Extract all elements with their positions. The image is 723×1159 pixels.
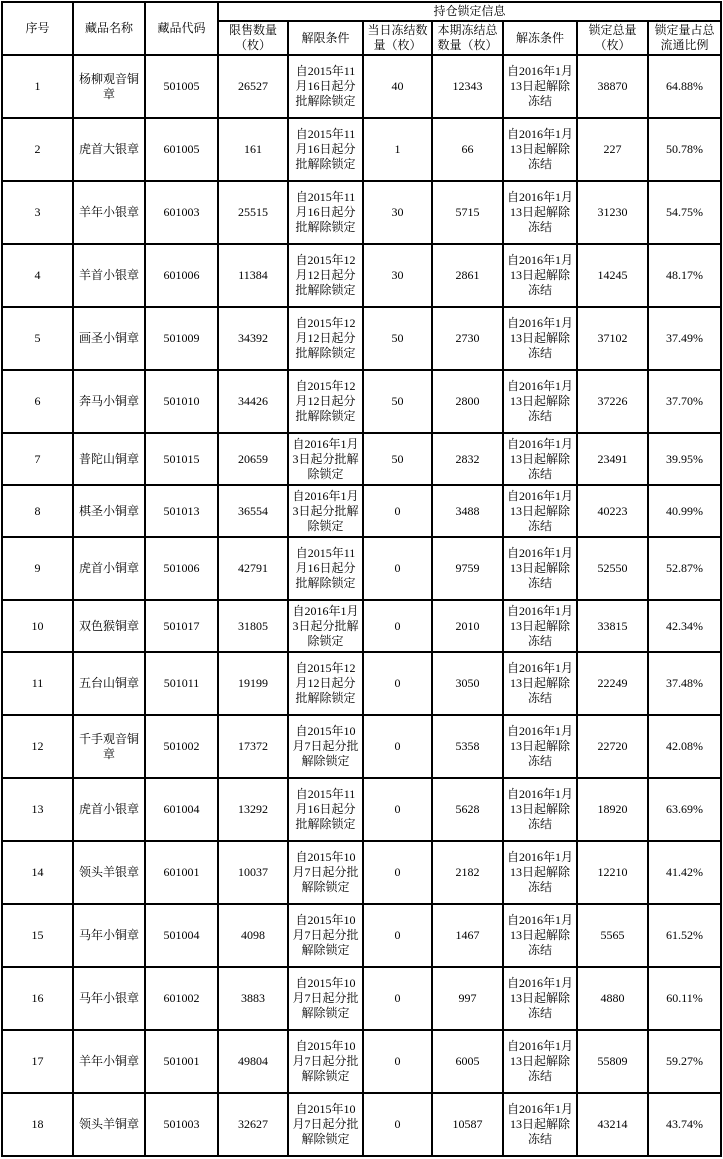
cell-unfreeze-condition: 自2016年1月13日起解除冻结	[503, 537, 577, 600]
cell-unfreeze-condition: 自2016年1月13日起解除冻结	[503, 485, 577, 537]
cell-period-frozen-total: 3488	[432, 485, 503, 537]
table-row	[2, 841, 721, 904]
cell-unlock-condition: 自2015年12月12日起分批解除锁定	[288, 244, 363, 307]
col-header-item-code: 藏品代码	[145, 2, 218, 55]
group-header-position-lock-info: 持仓锁定信息	[218, 2, 721, 21]
cell-serial: 11	[2, 652, 73, 715]
cell-unfreeze-condition: 自2016年1月13日起解除冻结	[503, 55, 577, 118]
cell-period-frozen-total: 5715	[432, 181, 503, 244]
cell-serial: 16	[2, 967, 73, 1030]
cell-unlock-condition: 自2015年11月16日起分批解除锁定	[288, 118, 363, 181]
cell-locked-total: 5565	[577, 904, 648, 967]
cell-item-name: 虎首大银章	[73, 118, 145, 181]
cell-unlock-condition: 自2015年12月12日起分批解除锁定	[288, 370, 363, 433]
table-row	[2, 652, 721, 715]
cell-item-name: 五台山铜章	[73, 652, 145, 715]
table-row	[2, 537, 721, 600]
cell-serial: 9	[2, 537, 73, 600]
cell-unlock-condition: 自2015年11月16日起分批解除锁定	[288, 55, 363, 118]
cell-unfreeze-condition: 自2016年1月13日起解除冻结	[503, 118, 577, 181]
cell-locked-ratio: 50.78%	[648, 118, 721, 181]
cell-locked-ratio: 61.52%	[648, 904, 721, 967]
cell-item-code: 601002	[145, 967, 218, 1030]
cell-period-frozen-total: 2861	[432, 244, 503, 307]
cell-restricted-qty: 19199	[218, 652, 288, 715]
cell-locked-ratio: 42.08%	[648, 715, 721, 778]
cell-restricted-qty: 49804	[218, 1030, 288, 1093]
cell-item-name: 千手观音铜章	[73, 715, 145, 778]
col-header-daily-frozen-qty: 当日冻结数量（枚）	[363, 21, 432, 55]
cell-restricted-qty: 26527	[218, 55, 288, 118]
table-row	[2, 485, 721, 537]
cell-unlock-condition: 自2015年10月7日起分批解除锁定	[288, 1030, 363, 1093]
cell-restricted-qty: 10037	[218, 841, 288, 904]
cell-unfreeze-condition: 自2016年1月13日起解除冻结	[503, 715, 577, 778]
cell-restricted-qty: 13292	[218, 778, 288, 841]
cell-period-frozen-total: 2800	[432, 370, 503, 433]
cell-locked-total: 22249	[577, 652, 648, 715]
cell-unlock-condition: 自2015年10月7日起分批解除锁定	[288, 967, 363, 1030]
cell-period-frozen-total: 2182	[432, 841, 503, 904]
cell-locked-total: 43214	[577, 1093, 648, 1156]
cell-serial: 17	[2, 1030, 73, 1093]
cell-daily-frozen-qty: 0	[363, 1093, 432, 1156]
cell-item-code: 601006	[145, 244, 218, 307]
table-header	[2, 2, 721, 55]
cell-locked-ratio: 60.11%	[648, 967, 721, 1030]
cell-period-frozen-total: 2010	[432, 600, 503, 652]
cell-item-code: 501011	[145, 652, 218, 715]
cell-restricted-qty: 34392	[218, 307, 288, 370]
cell-unlock-condition: 自2016年1月3日起分批解除锁定	[288, 433, 363, 485]
table-row	[2, 1030, 721, 1093]
cell-item-name: 领头羊铜章	[73, 1093, 145, 1156]
cell-item-name: 虎首小铜章	[73, 537, 145, 600]
cell-unlock-condition: 自2015年12月12日起分批解除锁定	[288, 307, 363, 370]
cell-locked-ratio: 39.95%	[648, 433, 721, 485]
cell-serial: 6	[2, 370, 73, 433]
cell-serial: 14	[2, 841, 73, 904]
cell-serial: 10	[2, 600, 73, 652]
table-row	[2, 715, 721, 778]
cell-locked-ratio: 54.75%	[648, 181, 721, 244]
cell-serial: 3	[2, 181, 73, 244]
cell-restricted-qty: 36554	[218, 485, 288, 537]
cell-daily-frozen-qty: 1	[363, 118, 432, 181]
cell-daily-frozen-qty: 50	[363, 370, 432, 433]
cell-locked-total: 55809	[577, 1030, 648, 1093]
cell-locked-total: 22720	[577, 715, 648, 778]
cell-daily-frozen-qty: 30	[363, 181, 432, 244]
cell-locked-total: 4880	[577, 967, 648, 1030]
cell-locked-ratio: 37.70%	[648, 370, 721, 433]
col-header-locked-total: 锁定总量（枚）	[577, 21, 648, 55]
table-row	[2, 244, 721, 307]
cell-unlock-condition: 自2015年10月7日起分批解除锁定	[288, 715, 363, 778]
cell-unfreeze-condition: 自2016年1月13日起解除冻结	[503, 1093, 577, 1156]
cell-unlock-condition: 自2015年10月7日起分批解除锁定	[288, 841, 363, 904]
cell-unlock-condition: 自2015年12月12日起分批解除锁定	[288, 652, 363, 715]
cell-daily-frozen-qty: 50	[363, 307, 432, 370]
col-header-restricted-qty: 限售数量（枚）	[218, 21, 288, 55]
cell-item-code: 501006	[145, 537, 218, 600]
col-header-item-name: 藏品名称	[73, 2, 145, 55]
cell-serial: 13	[2, 778, 73, 841]
cell-period-frozen-total: 997	[432, 967, 503, 1030]
cell-period-frozen-total: 6005	[432, 1030, 503, 1093]
cell-unfreeze-condition: 自2016年1月13日起解除冻结	[503, 600, 577, 652]
cell-daily-frozen-qty: 0	[363, 715, 432, 778]
table-body	[2, 55, 721, 1156]
cell-unfreeze-condition: 自2016年1月13日起解除冻结	[503, 181, 577, 244]
cell-item-name: 羊年小铜章	[73, 1030, 145, 1093]
cell-restricted-qty: 11384	[218, 244, 288, 307]
cell-serial: 8	[2, 485, 73, 537]
cell-unfreeze-condition: 自2016年1月13日起解除冻结	[503, 967, 577, 1030]
cell-serial: 2	[2, 118, 73, 181]
cell-period-frozen-total: 10587	[432, 1093, 503, 1156]
table-row	[2, 55, 721, 118]
cell-item-name: 马年小银章	[73, 967, 145, 1030]
table-row	[2, 967, 721, 1030]
cell-item-code: 501013	[145, 485, 218, 537]
cell-item-name: 虎首小银章	[73, 778, 145, 841]
cell-item-name: 画圣小铜章	[73, 307, 145, 370]
table-row	[2, 370, 721, 433]
cell-locked-ratio: 52.87%	[648, 537, 721, 600]
cell-period-frozen-total: 12343	[432, 55, 503, 118]
cell-period-frozen-total: 1467	[432, 904, 503, 967]
cell-period-frozen-total: 5358	[432, 715, 503, 778]
cell-locked-ratio: 42.34%	[648, 600, 721, 652]
cell-restricted-qty: 42791	[218, 537, 288, 600]
cell-item-name: 棋圣小铜章	[73, 485, 145, 537]
cell-unlock-condition: 自2015年11月16日起分批解除锁定	[288, 537, 363, 600]
table-group-header-row	[2, 2, 721, 21]
cell-period-frozen-total: 5628	[432, 778, 503, 841]
col-header-unfreeze-condition: 解冻条件	[503, 21, 577, 55]
cell-daily-frozen-qty: 0	[363, 904, 432, 967]
cell-serial: 15	[2, 904, 73, 967]
cell-locked-total: 12210	[577, 841, 648, 904]
cell-unlock-condition: 自2015年11月16日起分批解除锁定	[288, 181, 363, 244]
cell-item-code: 501003	[145, 1093, 218, 1156]
position-lock-table	[1, 1, 722, 1157]
cell-daily-frozen-qty: 0	[363, 600, 432, 652]
cell-item-code: 601004	[145, 778, 218, 841]
cell-restricted-qty: 20659	[218, 433, 288, 485]
cell-serial: 1	[2, 55, 73, 118]
cell-item-name: 奔马小铜章	[73, 370, 145, 433]
table-row	[2, 600, 721, 652]
cell-daily-frozen-qty: 30	[363, 244, 432, 307]
cell-item-name: 杨柳观音铜章	[73, 55, 145, 118]
cell-item-code: 501009	[145, 307, 218, 370]
cell-unlock-condition: 自2015年10月7日起分批解除锁定	[288, 904, 363, 967]
cell-daily-frozen-qty: 50	[363, 433, 432, 485]
cell-restricted-qty: 25515	[218, 181, 288, 244]
cell-unfreeze-condition: 自2016年1月13日起解除冻结	[503, 1030, 577, 1093]
cell-locked-ratio: 40.99%	[648, 485, 721, 537]
cell-locked-total: 31230	[577, 181, 648, 244]
cell-unfreeze-condition: 自2016年1月13日起解除冻结	[503, 778, 577, 841]
cell-item-name: 双色猴铜章	[73, 600, 145, 652]
cell-item-code: 501004	[145, 904, 218, 967]
cell-item-code: 601001	[145, 841, 218, 904]
cell-item-code: 501017	[145, 600, 218, 652]
col-header-locked-ratio: 锁定量占总流通比例	[648, 21, 721, 55]
cell-unfreeze-condition: 自2016年1月13日起解除冻结	[503, 904, 577, 967]
cell-restricted-qty: 161	[218, 118, 288, 181]
table-row	[2, 778, 721, 841]
cell-item-name: 领头羊银章	[73, 841, 145, 904]
cell-locked-ratio: 37.48%	[648, 652, 721, 715]
cell-daily-frozen-qty: 0	[363, 485, 432, 537]
cell-daily-frozen-qty: 0	[363, 967, 432, 1030]
cell-serial: 18	[2, 1093, 73, 1156]
cell-daily-frozen-qty: 0	[363, 537, 432, 600]
cell-unlock-condition: 自2015年11月16日起分批解除锁定	[288, 778, 363, 841]
cell-locked-total: 37226	[577, 370, 648, 433]
cell-daily-frozen-qty: 40	[363, 55, 432, 118]
table-row	[2, 433, 721, 485]
cell-locked-ratio: 41.42%	[648, 841, 721, 904]
table-row	[2, 118, 721, 181]
cell-unfreeze-condition: 自2016年1月13日起解除冻结	[503, 370, 577, 433]
cell-locked-total: 18920	[577, 778, 648, 841]
cell-unfreeze-condition: 自2016年1月13日起解除冻结	[503, 307, 577, 370]
cell-item-code: 501005	[145, 55, 218, 118]
cell-restricted-qty: 32627	[218, 1093, 288, 1156]
cell-unfreeze-condition: 自2016年1月13日起解除冻结	[503, 841, 577, 904]
cell-unlock-condition: 自2015年10月7日起分批解除锁定	[288, 1093, 363, 1156]
cell-locked-total: 14245	[577, 244, 648, 307]
col-header-unlock-condition: 解限条件	[288, 21, 363, 55]
cell-restricted-qty: 3883	[218, 967, 288, 1030]
cell-item-code: 601003	[145, 181, 218, 244]
table-row	[2, 181, 721, 244]
cell-item-code: 501015	[145, 433, 218, 485]
cell-daily-frozen-qty: 0	[363, 778, 432, 841]
cell-locked-total: 23491	[577, 433, 648, 485]
cell-unlock-condition: 自2016年1月3日起分批解除锁定	[288, 485, 363, 537]
cell-restricted-qty: 17372	[218, 715, 288, 778]
cell-item-name: 马年小铜章	[73, 904, 145, 967]
cell-item-code: 501010	[145, 370, 218, 433]
cell-daily-frozen-qty: 0	[363, 1030, 432, 1093]
cell-locked-ratio: 43.74%	[648, 1093, 721, 1156]
cell-daily-frozen-qty: 0	[363, 652, 432, 715]
cell-period-frozen-total: 2730	[432, 307, 503, 370]
cell-locked-total: 40223	[577, 485, 648, 537]
cell-period-frozen-total: 3050	[432, 652, 503, 715]
cell-locked-ratio: 59.27%	[648, 1030, 721, 1093]
cell-locked-total: 38870	[577, 55, 648, 118]
table-row	[2, 1093, 721, 1156]
cell-locked-total: 52550	[577, 537, 648, 600]
cell-serial: 5	[2, 307, 73, 370]
cell-item-name: 羊年小银章	[73, 181, 145, 244]
cell-locked-ratio: 64.88%	[648, 55, 721, 118]
cell-item-code: 501001	[145, 1030, 218, 1093]
cell-daily-frozen-qty: 0	[363, 841, 432, 904]
cell-unfreeze-condition: 自2016年1月13日起解除冻结	[503, 652, 577, 715]
cell-restricted-qty: 4098	[218, 904, 288, 967]
table-row	[2, 904, 721, 967]
cell-locked-ratio: 37.49%	[648, 307, 721, 370]
cell-period-frozen-total: 66	[432, 118, 503, 181]
cell-serial: 4	[2, 244, 73, 307]
cell-locked-ratio: 63.69%	[648, 778, 721, 841]
cell-serial: 7	[2, 433, 73, 485]
cell-item-name: 普陀山铜章	[73, 433, 145, 485]
cell-locked-total: 37102	[577, 307, 648, 370]
cell-period-frozen-total: 9759	[432, 537, 503, 600]
col-header-period-frozen-total: 本期冻结总数量（枚）	[432, 21, 503, 55]
cell-locked-total: 227	[577, 118, 648, 181]
cell-unfreeze-condition: 自2016年1月13日起解除冻结	[503, 433, 577, 485]
cell-period-frozen-total: 2832	[432, 433, 503, 485]
cell-item-code: 501002	[145, 715, 218, 778]
cell-locked-total: 33815	[577, 600, 648, 652]
cell-item-code: 601005	[145, 118, 218, 181]
table-row	[2, 307, 721, 370]
cell-item-name: 羊首小银章	[73, 244, 145, 307]
cell-locked-ratio: 48.17%	[648, 244, 721, 307]
cell-unfreeze-condition: 自2016年1月13日起解除冻结	[503, 244, 577, 307]
cell-restricted-qty: 34426	[218, 370, 288, 433]
cell-serial: 12	[2, 715, 73, 778]
cell-restricted-qty: 31805	[218, 600, 288, 652]
cell-unlock-condition: 自2016年1月3日起分批解除锁定	[288, 600, 363, 652]
col-header-serial: 序号	[2, 2, 73, 55]
